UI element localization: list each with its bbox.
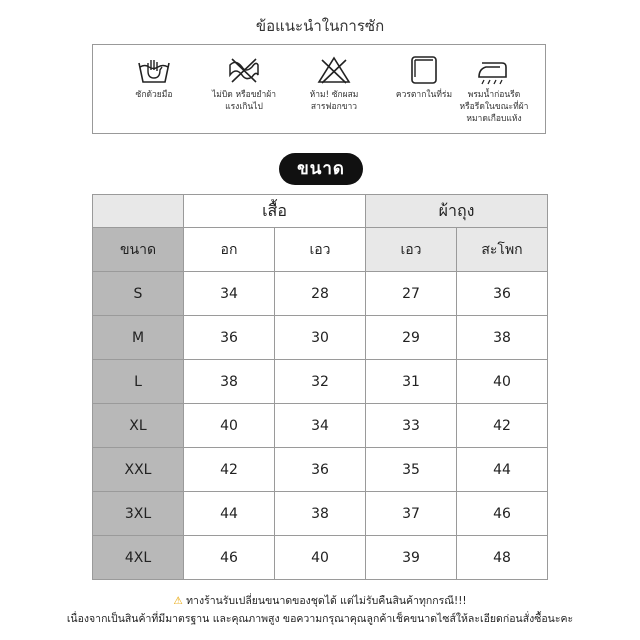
care-item-do-not-wring xyxy=(199,55,289,113)
row-size-label: 4XL xyxy=(93,536,184,580)
column-header-hip: สะโพก xyxy=(457,228,548,272)
cell-skirt-waist: 31 xyxy=(366,360,457,404)
cell-skirt-waist: 35 xyxy=(366,448,457,492)
warning-icon: ⚠ xyxy=(173,595,183,607)
row-size-label: S xyxy=(93,272,184,316)
care-instructions-box xyxy=(92,44,546,134)
column-header-chest: อก xyxy=(184,228,275,272)
row-size-label: XXL xyxy=(93,448,184,492)
row-size-label: L xyxy=(93,360,184,404)
care-label-line1: ควรตากในที่ร่ม xyxy=(395,90,453,100)
care-label-line2: สารฟอกขาว xyxy=(310,102,358,112)
table-row xyxy=(93,536,548,580)
cell-hip: 38 xyxy=(457,316,548,360)
table-corner-cell xyxy=(93,195,184,228)
care-label-line2: หรือรีดในขณะที่ผ้า xyxy=(459,102,529,112)
cell-chest: 36 xyxy=(184,316,275,360)
cell-shirt-waist: 30 xyxy=(275,316,366,360)
cell-chest: 42 xyxy=(184,448,275,492)
care-label-line2: แรงเกินไป xyxy=(225,102,263,112)
cell-hip: 46 xyxy=(457,492,548,536)
table-row xyxy=(93,448,548,492)
cell-chest: 38 xyxy=(184,360,275,404)
cell-skirt-waist: 29 xyxy=(366,316,457,360)
cell-chest: 44 xyxy=(184,492,275,536)
column-header-skirt-waist: เอว xyxy=(366,228,457,272)
care-item-do-not-bleach xyxy=(289,55,379,113)
do-not-wring-icon xyxy=(226,55,262,85)
group-header-skirt: ผ้าถุง xyxy=(366,195,548,228)
dry-in-shade-icon xyxy=(406,55,442,85)
cell-skirt-waist: 27 xyxy=(366,272,457,316)
group-header-shirt: เสื้อ xyxy=(184,195,366,228)
cell-shirt-waist: 28 xyxy=(275,272,366,316)
cell-chest: 34 xyxy=(184,272,275,316)
care-item-hand-wash xyxy=(109,55,199,101)
table-row xyxy=(93,360,548,404)
table-group-header-row xyxy=(93,195,548,228)
row-size-label: 3XL xyxy=(93,492,184,536)
table-column-header-row xyxy=(93,228,548,272)
care-label-line1: ไม่บิด หรือขยำผ้า xyxy=(211,90,277,100)
table-row xyxy=(93,404,548,448)
row-size-label: XL xyxy=(93,404,184,448)
cell-shirt-waist: 34 xyxy=(275,404,366,448)
care-item-iron xyxy=(449,55,539,125)
care-title: ข้อแนะนำในการซัก xyxy=(255,17,385,35)
column-header-shirt-waist: เอว xyxy=(275,228,366,272)
size-check-note: เนื่องจากเป็นสินค้าที่มีมาตรฐาน และคุณภาพสูง ขอความกรุณาคุณลูกค้าเช็คขนาดไซส์ให้ละเอียดก่อนสั่งซื้อนะคะ xyxy=(66,613,574,625)
return-policy-note xyxy=(0,592,640,609)
cell-chest: 40 xyxy=(184,404,275,448)
cell-skirt-waist: 33 xyxy=(366,404,457,448)
cell-shirt-waist: 38 xyxy=(275,492,366,536)
cell-skirt-waist: 39 xyxy=(366,536,457,580)
cell-shirt-waist: 36 xyxy=(275,448,366,492)
return-policy-text: ทางร้านรับเปลี่ยนขนาดของชุดได้ แต่ไม่รับคืนสินค้าทุกกรณี!!! xyxy=(186,595,467,607)
table-row xyxy=(93,272,548,316)
cell-hip: 40 xyxy=(457,360,548,404)
hand-wash-icon xyxy=(136,55,172,85)
cell-hip: 44 xyxy=(457,448,548,492)
cell-shirt-waist: 40 xyxy=(275,536,366,580)
cell-chest: 46 xyxy=(184,536,275,580)
column-header-size: ขนาด xyxy=(93,228,184,272)
cell-hip: 48 xyxy=(457,536,548,580)
care-label-line1: ห้าม! ซักผสม xyxy=(309,90,359,100)
care-label-line3: หมาดเกือบแห้ง xyxy=(466,114,522,124)
cell-skirt-waist: 37 xyxy=(366,492,457,536)
cell-shirt-waist: 32 xyxy=(275,360,366,404)
row-size-label: M xyxy=(93,316,184,360)
cell-hip: 42 xyxy=(457,404,548,448)
size-chart-table xyxy=(92,194,548,580)
care-label-line1: พรมน้ำก่อนรีด xyxy=(467,90,521,100)
care-label-line1: ซักด้วยมือ xyxy=(135,90,173,100)
cell-hip: 36 xyxy=(457,272,548,316)
size-section-title: ขนาด xyxy=(279,153,363,185)
table-row xyxy=(93,492,548,536)
do-not-bleach-icon xyxy=(316,55,352,85)
iron-steam-icon xyxy=(476,55,512,85)
table-row xyxy=(93,316,548,360)
